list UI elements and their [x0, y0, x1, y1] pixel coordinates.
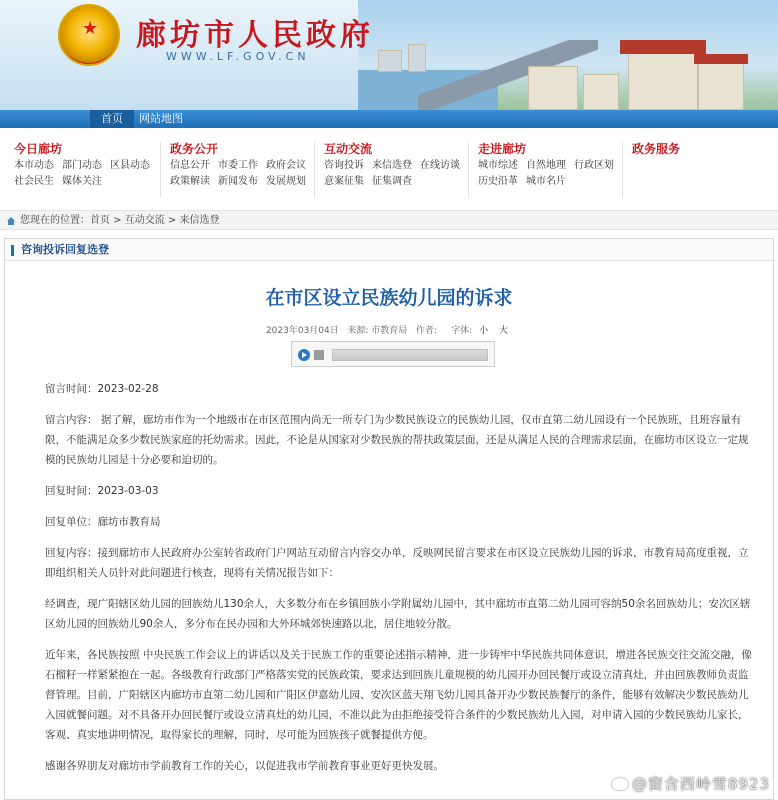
banner-city-image	[358, 0, 778, 110]
menu-link[interactable]: 行政区划	[574, 160, 614, 171]
content-box-title: 咨询投诉回复选登	[21, 243, 109, 256]
menu-group-title[interactable]: 走进廊坊	[478, 142, 527, 156]
national-emblem-icon: ★	[58, 4, 120, 66]
font-size-label: 字体:	[451, 326, 473, 336]
weibo-watermark	[612, 773, 770, 794]
menu-link[interactable]: 本市动态	[14, 160, 54, 171]
paragraph-message-content: 留言内容： 据了解，廊坊市作为一个地级市在市区范围内尚无一所专门为少数民族设立的民族幼儿园，仅市直第二幼儿园设有一个民族班，且班容量有限，不能满足众多少数民族家庭的托幼需求。因此，不论是从国家对少数民族的帮扶政策层面，还是从满足人民的合理需求层面，在廊坊市区设立一定规模的民族幼儿园是十分必要和迫切的。	[45, 414, 749, 466]
home-icon	[6, 216, 16, 226]
article-date: 2023年03月04日	[265, 326, 339, 336]
site-title: 廊坊市人民政府	[136, 18, 374, 53]
menu-link[interactable]: 发展规划	[266, 176, 306, 187]
article-body	[45, 379, 757, 776]
paragraph-reply-time: 回复时间：2023-03-03	[45, 485, 159, 497]
breadcrumb-prefix: 您现在的位置：	[20, 215, 90, 226]
breadcrumb-path[interactable]: 首页 > 互动交流 > 来信选登	[90, 215, 220, 226]
menu-link[interactable]: 社会民生	[14, 176, 54, 187]
menu-group-title[interactable]: 政务服务	[632, 142, 681, 156]
stop-icon[interactable]	[314, 350, 324, 360]
font-small-button[interactable]: 小	[479, 326, 489, 336]
paragraph-reply-unit: 回复单位：廊坊市教育局	[45, 516, 161, 528]
nav-sitemap-link[interactable]: 网站地图	[139, 112, 183, 125]
menu-group-about-langfang	[478, 140, 628, 190]
menu-link[interactable]: 在线访谈	[420, 160, 460, 171]
menu-link[interactable]: 咨询投诉	[324, 160, 364, 171]
menu-link[interactable]: 征集调查	[372, 176, 412, 187]
menu-group-gov-affairs	[170, 140, 320, 190]
article-source: 来源: 市教育局	[347, 326, 408, 336]
section-marker-icon	[11, 245, 14, 256]
paragraph-message-time: 留言时间：2023-02-28	[45, 383, 159, 395]
menu-group-title[interactable]: 今日廊坊	[14, 142, 63, 156]
site-banner	[0, 0, 778, 110]
menu-link[interactable]: 政策解读	[170, 176, 210, 187]
play-icon[interactable]	[298, 349, 310, 361]
article-title: 在市区设立民族幼儿园的诉求	[265, 287, 513, 309]
content-box	[4, 238, 774, 800]
menu-link[interactable]: 历史沿革	[478, 176, 518, 187]
paragraph-policy: 近年来，各民族按照 中央民族工作会议上的讲话以及关于民族工作的重要论述指示精神，进一步铸牢中华民族共同体意识，增进各民族交往交流交融，像石榴籽一样紧紧抱在一起。各级教育行政部门严格落实党的民族政策，要求达到回族儿童规模的幼儿园开办回民餐厅或设立清真灶，并由回族教师负责监督管理。目前，广阳辖区内廊坊市直第二幼儿园和广阳区伊嘉幼儿园、安次区蓝天翔飞幼儿园具备开办少数民族餐厅的条件，能够有效解决少数民族幼儿入园就餐问题。对不具备开办回民餐厅或设立清真灶的幼儿园，不准以此为由拒绝接受符合条件的少数民族幼儿入园，对申请入园的少数民族幼儿家长，客观、真实地讲明情况，取得家长的理解，同时，尽可能为回族孩子就餐提供方便。	[45, 649, 752, 741]
menu-group-today	[14, 140, 164, 190]
menu-link[interactable]: 城市综述	[478, 160, 518, 171]
menu-link[interactable]: 市委工作	[218, 160, 258, 171]
menu-link[interactable]: 新闻发布	[218, 176, 258, 187]
menu-group-gov-services	[632, 140, 762, 158]
menu-link[interactable]: 来信选登	[372, 160, 412, 171]
site-url: WWW.LF.GOV.CN	[166, 50, 310, 63]
weibo-logo-icon	[612, 778, 628, 790]
menu-link[interactable]: 部门动态	[62, 160, 102, 171]
article-meta	[5, 323, 773, 336]
paragraph-investigation: 经调查，现广阳辖区幼儿园的回族幼儿130余人，大多数分布在乡镇回族小学附属幼儿园中，其中廊坊市直第二幼儿园可容纳50余名回族幼儿；安次区辖区幼儿园的回族幼儿90余人，多分布在民办园和大外环城郊快速路以北，居住地较分散。	[45, 598, 751, 630]
audio-progress-bar[interactable]	[332, 349, 488, 361]
breadcrumb	[0, 210, 778, 230]
menu-link[interactable]: 城市名片	[526, 176, 566, 187]
menu-link[interactable]: 区县动态	[110, 160, 150, 171]
main-menu	[8, 140, 770, 200]
menu-link[interactable]: 媒体关注	[62, 176, 102, 187]
font-large-button[interactable]: 大	[499, 326, 509, 336]
paragraph-reply-content: 回复内容：接到廊坊市人民政府办公室转省政府门户网站互动留言内容交办单，反映网民留言要求在市区设立民族幼儿园的诉求，市教育局高度重视，立即组织相关人员针对此问题进行核查，现将有关情况报告如下：	[45, 547, 749, 579]
audio-player	[291, 341, 495, 367]
nav-home-link[interactable]: 首页	[90, 110, 134, 128]
menu-group-title[interactable]: 政务公开	[170, 142, 219, 156]
menu-group-interaction	[324, 140, 474, 190]
top-nav	[0, 110, 778, 128]
paragraph-thanks: 感谢各界朋友对廊坊市学前教育工作的关心，以促进我市学前教育事业更好更快发展。	[45, 760, 444, 772]
menu-group-title[interactable]: 互动交流	[324, 142, 373, 156]
article-author: 作者:	[415, 326, 437, 336]
watermark-text: @窗含西岭雪8923	[631, 775, 770, 793]
menu-link[interactable]: 自然地理	[526, 160, 566, 171]
menu-link[interactable]: 信息公开	[170, 160, 210, 171]
menu-link[interactable]: 意案征集	[324, 176, 364, 187]
menu-link[interactable]: 政府会议	[266, 160, 306, 171]
content-box-header	[5, 239, 773, 261]
